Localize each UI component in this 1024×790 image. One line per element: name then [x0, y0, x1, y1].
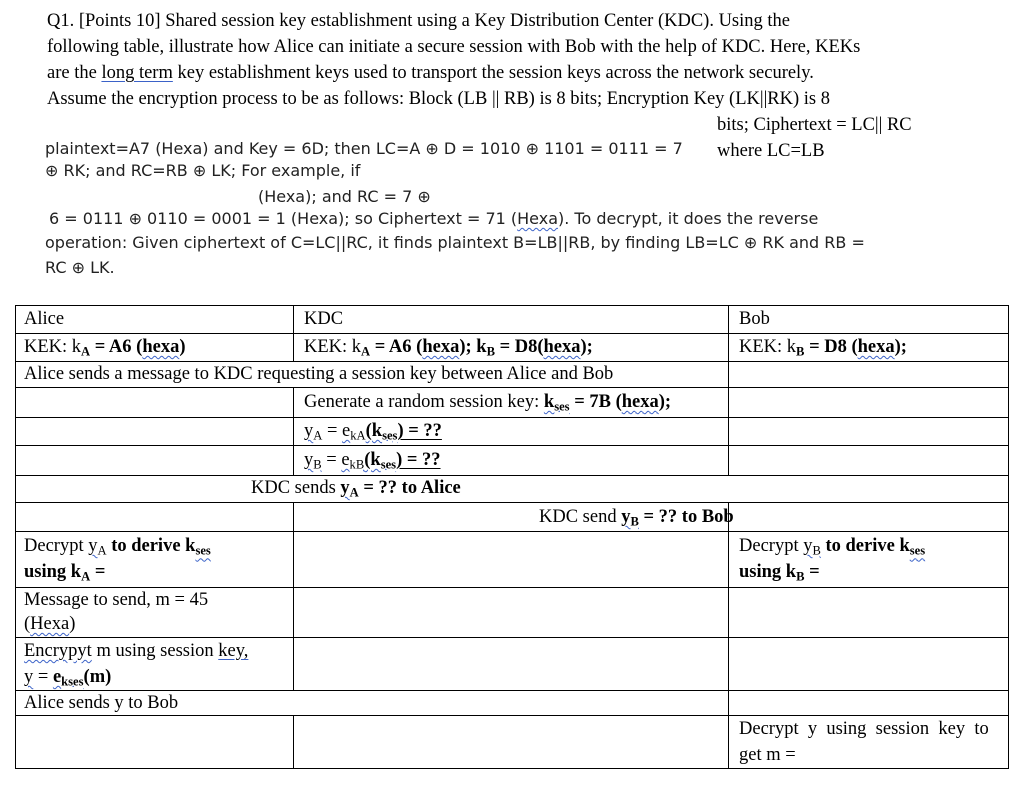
hexa-word: hexa [543, 337, 581, 357]
bob-kek [739, 335, 907, 360]
header-bob: Bob [739, 309, 770, 329]
question-line-3-post: key establishment keys used to transport the session keys across the network securely. [172, 63, 814, 83]
kek-value: = A6 ( [370, 337, 423, 357]
example-line-5: operation: Given ciphertext of C=LC||RC, it finds plaintext B=LB||RB, by finding LB=LC ⊕ RK and RB = [45, 233, 865, 252]
bob-using-key [739, 560, 820, 585]
using-label: using k [24, 562, 82, 582]
derive-label: to derive k [820, 536, 910, 556]
kses-value: = 7B ( [569, 392, 622, 412]
kek-value: = A6 ( [90, 337, 143, 357]
row-border [15, 475, 1009, 476]
question-where: where LC=LB [717, 141, 825, 161]
unknown-value: ) = ?? [396, 450, 441, 470]
y-symbol: y [24, 667, 34, 687]
row-border [15, 637, 1009, 638]
question-line-1: Q1. [Points 10] Shared session key establishment using a Key Distribution Center (KDC). Using the [47, 11, 790, 31]
encrypt-line-2 [24, 665, 111, 690]
col-border [15, 305, 16, 769]
ya-symbol: $y_A$ [88, 536, 107, 558]
question-line-3-pre: are the [47, 63, 102, 83]
row-border [15, 305, 1009, 306]
key-sub: B [796, 569, 805, 584]
send-target: = ?? to Bob [638, 507, 734, 527]
col-border [293, 305, 294, 361]
encrypt-line-1 [24, 639, 248, 664]
example-line-4-pre: 6 = 0111 ⊕ 0110 = 0001 = 1 (Hexa); so Ciphertext = [49, 209, 486, 228]
ya-symbol: $y_A$ [340, 478, 359, 500]
hexa-word: Hexa [30, 614, 70, 634]
kses-arg: ($k_{ses}$ [364, 450, 397, 472]
encrypt-function: $e_{kA}$ [342, 421, 366, 443]
decrypt-label: Decrypt [24, 536, 89, 556]
kek-sub: A [361, 344, 371, 359]
yb-symbol: $y_B$ [304, 450, 322, 472]
example-line-4 [49, 209, 818, 228]
alice-using-key [24, 560, 105, 585]
paren: ( [24, 614, 31, 634]
kdc-yb-formula [304, 448, 441, 473]
kek-label: KEK: k [739, 337, 797, 357]
kses-arg: ($k_{ses}$ [365, 421, 398, 443]
kek-label: KEK: k [304, 337, 362, 357]
kek-end: ); [894, 337, 907, 357]
question-line-4: Assume the encryption process to be as follows: Block (LB || RB) is 8 bits; Encryption Key (LK||RK) is 8 [47, 89, 830, 109]
hexa-word: hexa [857, 337, 895, 357]
kek-sub: A [81, 344, 91, 359]
encrypt-arg: (m) [83, 667, 112, 687]
encrypt-function: $e_{kB}$ [341, 450, 365, 472]
kdc-kek [304, 335, 593, 360]
kek-value: = D8 ( [804, 337, 858, 357]
row-border [15, 531, 1009, 532]
protocol-table [15, 305, 1009, 769]
bob-final-line-2: get m = [739, 745, 796, 765]
example-line-3: (Hexa); and RC = 7 ⊕ [258, 187, 431, 206]
sends-target: = ?? to Alice [358, 478, 461, 498]
alice-decrypt [24, 534, 211, 559]
kdc-ya-formula [304, 419, 442, 444]
kek-value: = D8( [494, 337, 544, 357]
alice-sends-y: Alice sends y to Bob [24, 693, 179, 713]
kses-sub: ses [195, 543, 211, 558]
sends-label: KDC sends [251, 478, 341, 498]
col-border [293, 387, 294, 475]
equals: = [321, 450, 342, 470]
message-line-2 [24, 612, 75, 637]
kek-end: ) [179, 337, 186, 357]
equals: = [322, 421, 343, 441]
derive-label: to derive k [106, 536, 196, 556]
row-border [15, 445, 1009, 446]
send-label: KDC send [539, 507, 622, 527]
equals: = [804, 562, 820, 582]
example-line-1: plaintext=A7 (Hexa) and Key = 6D; then LC=A ⊕ D = 1010 ⊕ 1101 = 0111 = 7 [45, 139, 683, 158]
yb-symbol: $y_B$ [621, 507, 639, 529]
kdc-generate-key [304, 390, 671, 415]
message-line-1: Message to send, m = 45 [24, 590, 209, 610]
example-line-4-post: ). To decrypt, it does the reverse [558, 209, 819, 228]
kses-sub: ses [909, 543, 926, 558]
kek-label: KEK: k [24, 337, 82, 357]
yb-symbol: $y_B$ [803, 536, 821, 558]
decrypt-label: Decrypt [739, 536, 804, 556]
col-border [728, 305, 729, 475]
row-border [15, 417, 1009, 418]
example-cipher-value: 71 ( [485, 209, 518, 228]
alice-request-text: Alice sends a message to KDC requesting a session key between Alice and Bob [24, 364, 614, 384]
long-term-phrase: long term [101, 63, 173, 83]
kek-end: ); [580, 337, 593, 357]
col-border [728, 502, 729, 769]
col-border [293, 502, 294, 690]
row-border [15, 387, 1009, 388]
kek-sub: B [796, 344, 805, 359]
generate-label: Generate a random session key: [304, 392, 544, 412]
hexa-word: hexa [422, 337, 460, 357]
col-border [1008, 305, 1009, 769]
kek-sub: B [486, 344, 495, 359]
using-label: using k [739, 562, 797, 582]
question-line-3 [47, 60, 814, 86]
kses-symbol: $k_{ses}$ [543, 392, 570, 414]
hexa-word: hexa [621, 392, 659, 412]
bob-decrypt [739, 534, 925, 559]
kdc-send-bob [539, 505, 734, 530]
kdc-sends-alice [251, 476, 461, 501]
key-sub: A [81, 569, 91, 584]
question-line-2: following table, illustrate how Alice can initiate a secure session with Bob with the help of KDC. Here, KEKs [47, 37, 861, 57]
equals: = [33, 667, 53, 687]
unknown-value: ) = ?? [397, 421, 442, 441]
row-border [15, 768, 1009, 769]
encrypt-function: $e_{kses}$ [52, 667, 84, 689]
example-line-6: RC ⊕ LK. [45, 258, 115, 277]
col-border [293, 715, 294, 769]
paren: ) [69, 614, 76, 634]
ya-symbol: $y_A$ [304, 421, 323, 443]
encrypt-word: Encrypyt [24, 641, 92, 661]
row-border [15, 502, 1009, 503]
example-hexa-word: Hexa [517, 209, 559, 228]
kek-separator: ); k [459, 337, 487, 357]
question-line-5: bits; Ciphertext = LC|| RC [717, 115, 912, 135]
row-border [15, 333, 1009, 334]
kses-end: ); [658, 392, 672, 412]
bob-final-line-1: Decrypt y using session key to [739, 719, 989, 739]
key-word: key, [218, 641, 249, 661]
example-line-2: ⊕ RK; and RC=RB ⊕ LK; For example, if [45, 161, 361, 180]
alice-kek [24, 335, 185, 360]
hexa-word: hexa [142, 337, 180, 357]
header-kdc: KDC [304, 309, 344, 329]
equals: = [90, 562, 106, 582]
header-alice: Alice [24, 309, 65, 329]
encrypt-rest: m using session [91, 641, 219, 661]
